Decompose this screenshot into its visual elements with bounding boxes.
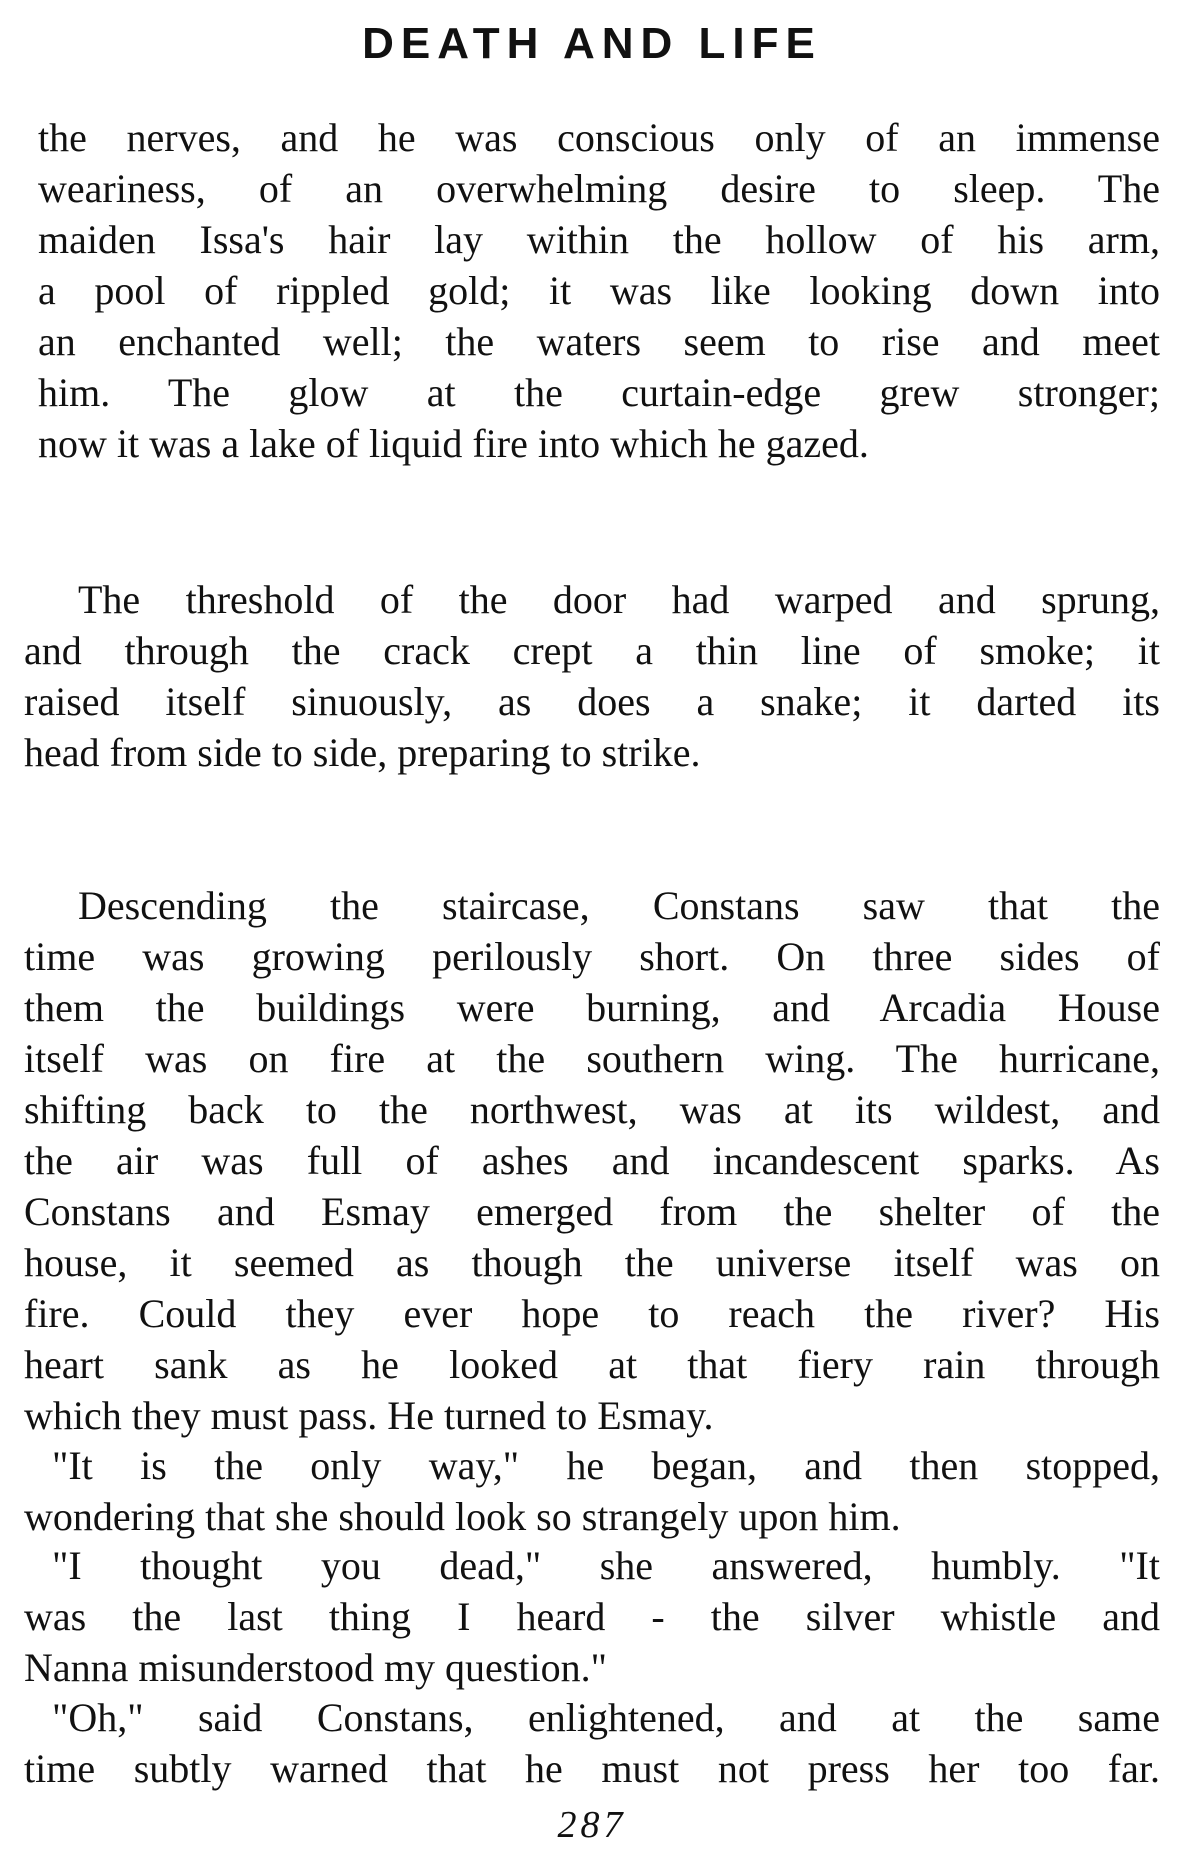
text-line: Nanna misunderstood my question." xyxy=(24,1645,607,1690)
text-line: Descending the staircase, Constans saw that the xyxy=(78,883,1160,928)
paragraph xyxy=(24,880,1160,1441)
text-line: itself was on fire at the southern wing. The hurricane, xyxy=(24,1036,1160,1081)
text-line: raised itself sinuously, as does a snake; it darted its xyxy=(24,679,1160,724)
text-line: The threshold of the door had warped and sprung, xyxy=(78,577,1160,622)
text-line: the nerves, and he was conscious only of an immense xyxy=(38,115,1160,160)
text-line: a pool of rippled gold; it was like looking down into xyxy=(38,268,1160,313)
text-line: house, it seemed as though the universe itself was on xyxy=(24,1240,1160,1285)
text-line: the air was full of ashes and incandescent sparks. As xyxy=(24,1138,1160,1183)
text-line: an enchanted well; the waters seem to rise and meet xyxy=(38,319,1160,364)
text-line: shifting back to the northwest, was at its wildest, and xyxy=(24,1087,1160,1132)
paragraph xyxy=(24,1440,1160,1542)
text-line: "It is the only way," he began, and then stopped, xyxy=(52,1443,1160,1488)
text-line: "Oh," said Constans, enlightened, and at the same xyxy=(52,1695,1160,1740)
text-line: them the buildings were burning, and Arcadia House xyxy=(24,985,1160,1030)
text-line: fire. Could they ever hope to reach the river? His xyxy=(24,1291,1160,1336)
paragraph xyxy=(24,1540,1160,1693)
paragraph xyxy=(24,574,1160,778)
text-line: wondering that she should look so strangely upon him. xyxy=(24,1494,901,1539)
text-line: time was growing perilously short. On three sides of xyxy=(24,934,1160,979)
text-line: him. The glow at the curtain-edge grew stronger; xyxy=(38,370,1160,415)
text-line: "I thought you dead," she answered, humbly. "It xyxy=(52,1543,1160,1588)
text-line: heart sank as he looked at that fiery rain through xyxy=(24,1342,1160,1387)
text-line: which they must pass. He turned to Esmay. xyxy=(24,1393,714,1438)
text-line: was the last thing I heard - the silver whistle and xyxy=(24,1594,1160,1639)
running-head: DEATH AND LIFE xyxy=(362,19,822,68)
text-line: and through the crack crept a thin line of smoke; it xyxy=(24,628,1160,673)
text-line: maiden Issa's hair lay within the hollow of his arm, xyxy=(38,217,1160,262)
paragraph xyxy=(38,112,1160,469)
text-line: weariness, of an overwhelming desire to sleep. The xyxy=(38,166,1160,211)
page-number: 287 xyxy=(557,1804,627,1846)
text-line: Constans and Esmay emerged from the shelter of the xyxy=(24,1189,1160,1234)
text-line: head from side to side, preparing to strike. xyxy=(24,730,701,775)
paragraph xyxy=(24,1692,1160,1794)
text-line: time subtly warned that he must not press her too far. xyxy=(24,1746,1160,1791)
text-line: now it was a lake of liquid fire into which he gazed. xyxy=(38,421,869,466)
